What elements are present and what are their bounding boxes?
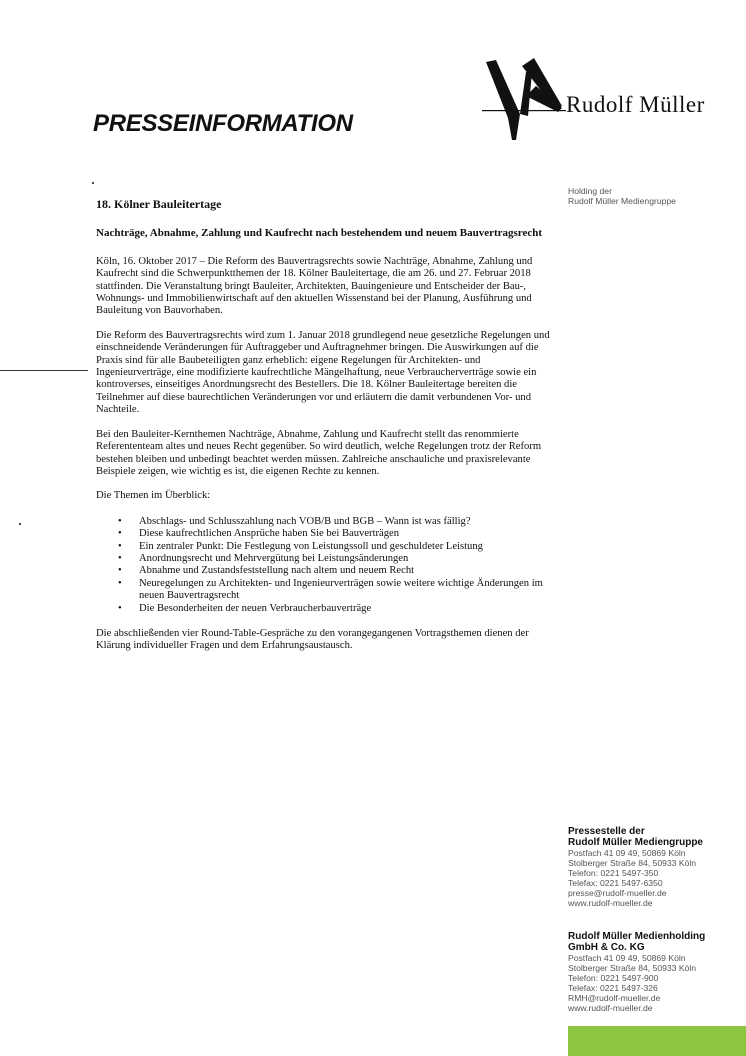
contact-title: Rudolf Müller Medienholding GmbH & Co. KG xyxy=(568,931,706,953)
list-item: • Abschlags- und Schlusszahlung nach VOB/B und BGB – Wann ist was fällig? xyxy=(118,516,556,528)
margin-dot xyxy=(19,523,21,525)
list-item: • Abnahme und Zustandsfeststellung nach altem und neuem Recht xyxy=(118,565,556,577)
holding-note: Holding der Rudolf Müller Mediengruppe xyxy=(568,186,676,206)
contact-details: Postfach 41 09 49, 50869 Köln Stolberger Straße 84, 50933 Köln Telefon: 0221 5497-350 Telefax: 0221 5497-6350 presse@rudolf-mueller.de www.rudolf-mueller.de xyxy=(568,848,697,908)
paragraph: Bei den Bauleiter-Kernthemen Nachträge, Abnahme, Zahlung und Kaufrecht stellt das renommierte Referententeam altes und neues Recht gegenüber. So wird deutlich, welche Regelungen trotz der Reform bestehen bleiben und unbedingt beachtet werden müssen. Zahlreiche anschauliche und praxisrelevante Beispiele zeigen, wie wichtig es ist, die eigenen Rechte zu kennen. xyxy=(96,428,542,477)
contact-title: Pressestelle der Rudolf Müller Mediengruppe xyxy=(568,826,703,848)
article-subheading: Nachträge, Abnahme, Zahlung und Kaufrecht nach bestehendem und neuem Bauvertragsrecht xyxy=(96,227,543,240)
list-item: • Neuregelungen zu Architekten- und Ingenieurverträgen sowie weitere wichtige Änderungen im neuen Bauvertragsrecht xyxy=(118,578,556,603)
fold-mark xyxy=(0,370,88,371)
paragraph: Köln, 16. Oktober 2017 – Die Reform des Bauvertragsrechts sowie Nachträge, Abnahme, Zahlung und Kaufrecht sind die Schwerpunktthemen der 18. Kölner Bauleitertage, die am 26. und 27. Februar 2018 stattfinden. Die Veranstaltung bringt Bauleiter, Architekten, Bauingenieure und Entscheider der Bau-, Wohnungs- und Immobilienwirtschaft auf den aktuellen Wissenstand bei der Planung, Ausführung und Bauleitung von Bauvorhaben. xyxy=(96,255,533,317)
brand-name: Rudolf Müller xyxy=(566,92,705,117)
contact-details: Postfach 41 09 49, 50869 Köln Stolberger Straße 84, 50933 Köln Telefon: 0221 5497-900 Telefax: 0221 5497-326 RMH@rudolf-mueller.de www.rudolf-mueller.de xyxy=(568,953,697,1013)
list-item: • Anordnungsrecht und Mehrvergütung bei Leistungsänderungen xyxy=(118,553,556,565)
page-title: PRESSEINFORMATION xyxy=(93,110,353,137)
paragraph: Die Themen im Überblick: xyxy=(96,490,211,502)
margin-dot xyxy=(92,182,94,184)
accent-bar xyxy=(568,1026,746,1056)
article-body xyxy=(96,198,556,653)
article-heading: 18. Kölner Bauleitertage xyxy=(96,197,222,211)
list-item: • Diese kaufrechtlichen Ansprüche haben Sie bei Bauverträgen xyxy=(118,528,556,540)
contact-holding xyxy=(568,931,744,1013)
closing-paragraph: Die abschließenden vier Round-Table-Gespräche zu den vorangegangenen Vortragsthemen dienen der Klärung individueller Fragen und dem Erfahrungsaustausch. xyxy=(96,627,529,652)
list-item: • Ein zentraler Punkt: Die Festlegung von Leistungssoll und geschuldeter Leistung xyxy=(118,541,556,553)
contact-press xyxy=(568,826,744,908)
paragraph: Die Reform des Bauvertragsrechts wird zum 1. Januar 2018 grundlegend neue gesetzliche Regelungen und einschneidende Veränderungen für Auftraggeber und Auftragnehmer bringen. Die Auswirkungen auf die Praxis sind für alle Baubeteiligten ganz erheblich: eigene Regelungen für Architekten- und Ingenieurverträge, eine modifizierte kaufrechtliche Mängelhaftung, neue Verbraucherverträge sowie ein kontroverses, einseitiges Anordnungsrecht des Bestellers. Die 18. Kölner Bauleitertage bereiten die Teilnehmer auf diese baurechtlichen Veränderungen vor und erläutern die damit verbundenen Vor- und Nachteile. xyxy=(96,329,550,416)
topics-list xyxy=(118,516,556,615)
list-item: • Die Besonderheiten der neuen Verbraucherbauverträge xyxy=(118,603,556,615)
